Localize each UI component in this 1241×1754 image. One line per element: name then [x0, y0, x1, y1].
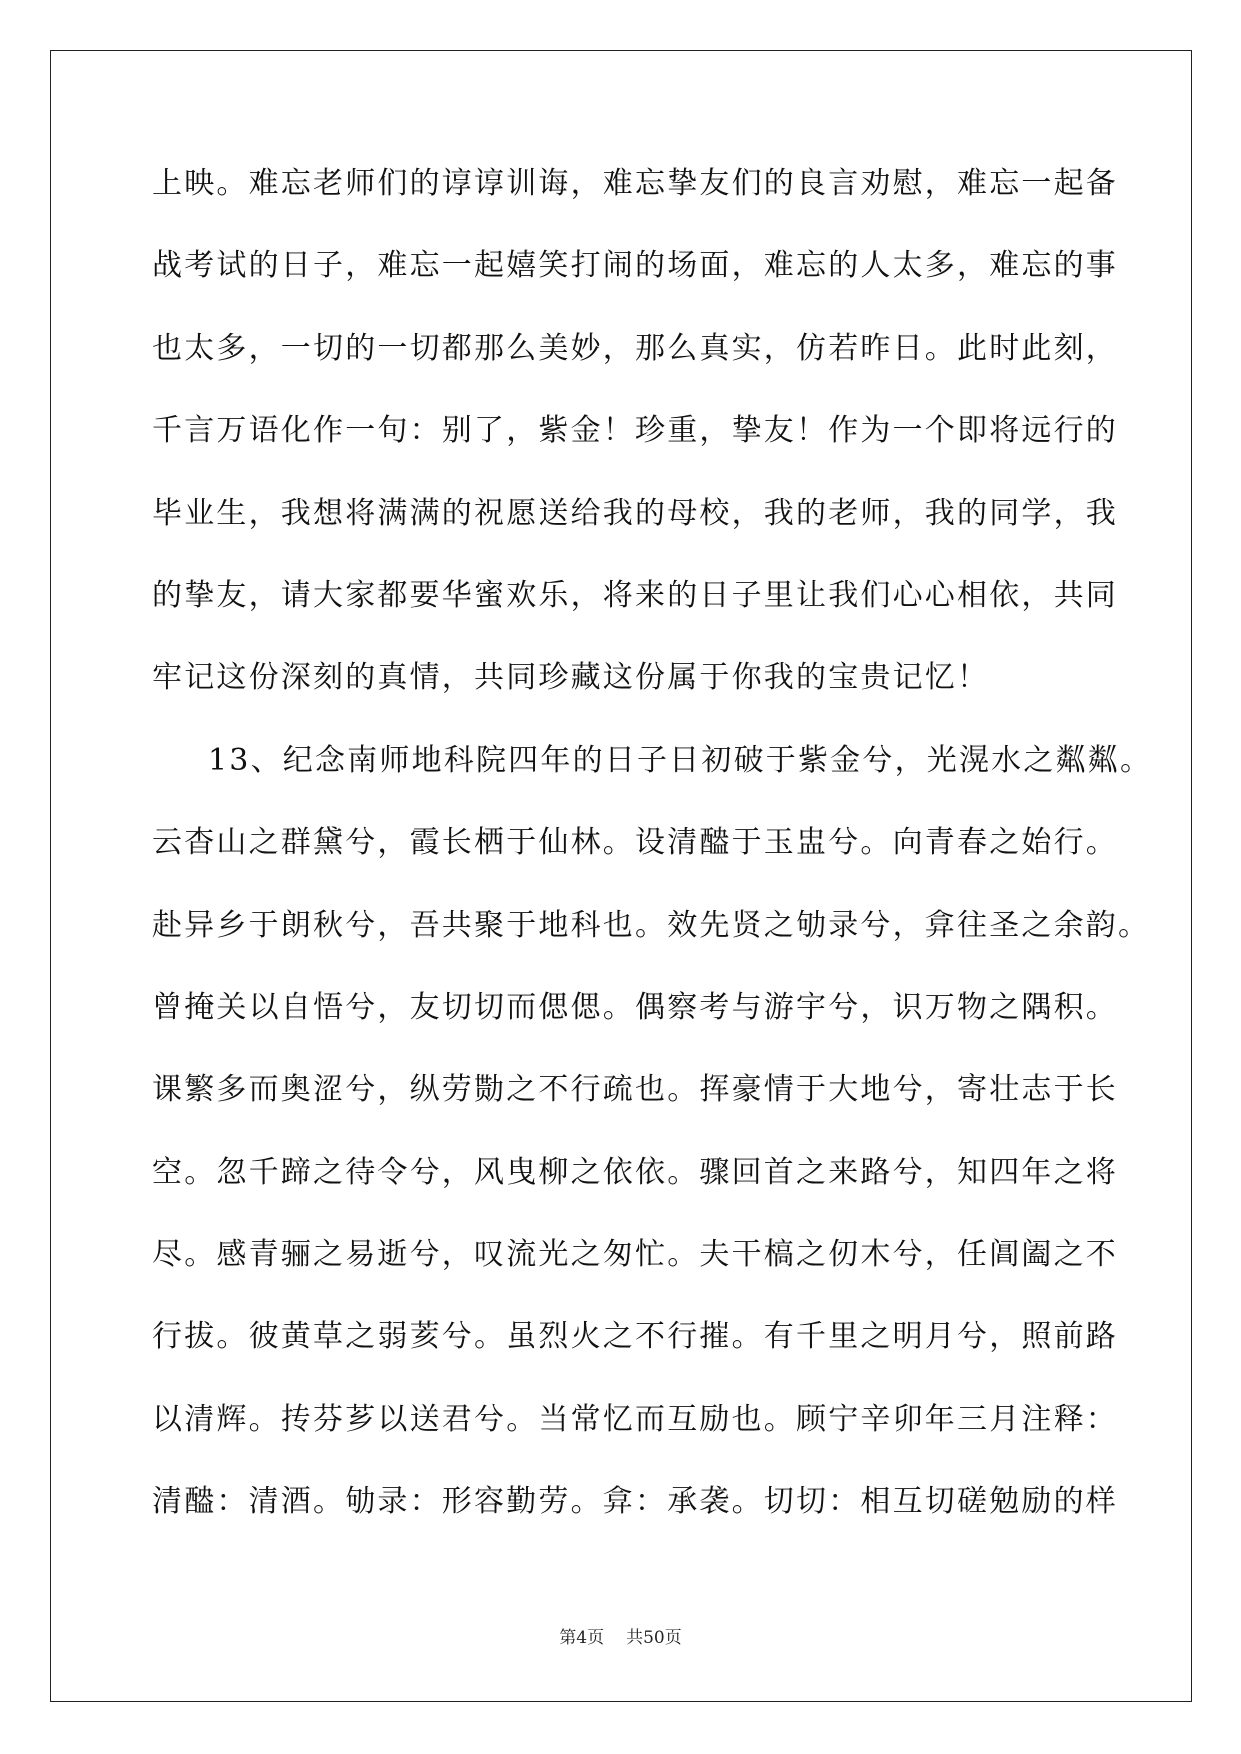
- text-line: 行拔。彼黄草之弱荄兮。虽烈火之不行摧。有千里之明月兮，照前路: [152, 1319, 1118, 1355]
- text-line: 尽。感青骊之易逝兮，叹流光之匆忙。夫干槁之仞木兮，任阊阖之不: [152, 1237, 1118, 1273]
- page-footer: [0, 1623, 1241, 1648]
- text-line: 的挚友，请大家都要华蜜欢乐，将来的日子里让我们心心相依，共同: [152, 577, 1118, 613]
- text-line: 也太多，一切的一切都那么美妙，那么真实，仿若昨日。此时此刻，: [152, 330, 1118, 366]
- text-line: 赴异乡于朗秋兮，吾共聚于地科也。效先贤之劬录兮，弇往圣之余韵。: [152, 907, 1151, 943]
- text-line: 上映。难忘老师们的谆谆训诲，难忘挚友们的良言劝慰，难忘一起备: [152, 166, 1118, 201]
- document-body: [152, 164, 1153, 1565]
- page-number: 第4页: [559, 1628, 605, 1648]
- paragraph-start-line: 13、纪念南师地科院四年的日子日初破于紫金兮，光滉水之粼粼。: [208, 742, 1153, 778]
- text-line: 千言万语化作一句：别了，紫金！珍重，挚友！作为一个即将远行的: [152, 413, 1118, 449]
- text-line: 曾掩关以自悟兮，友切切而偲偲。偶察考与游宇兮，识万物之隅积。: [152, 989, 1118, 1025]
- text-line: 战考试的日子，难忘一起嬉笑打闹的场面，难忘的人太多，难忘的事: [152, 248, 1118, 284]
- page-total: 共50页: [626, 1628, 682, 1648]
- text-line: 云杳山之群黛兮，霞长栖于仙林。设清醠于玉盅兮。向青春之始行。: [152, 825, 1118, 861]
- text-line: 毕业生，我想将满满的祝愿送给我的母校，我的老师，我的同学，我: [152, 495, 1118, 531]
- text-line: 课繁多而奥涩兮，纵劳勚之不行疏也。挥豪情于大地兮，寄壮志于长: [152, 1072, 1118, 1108]
- text-line: 空。忽千蹄之待令兮，风曳柳之依依。骤回首之来路兮，知四年之将: [152, 1154, 1118, 1190]
- text-line: 牢记这份深刻的真情，共同珍藏这份属于你我的宝贵记忆！: [152, 660, 990, 696]
- text-line: 清醠：清酒。劬录：形容勤劳。弇：承袭。切切：相互切磋勉励的样: [152, 1484, 1118, 1520]
- text-line: 以清辉。抟芬芗以送君兮。当常忆而互励也。顾宁辛卯年三月注释：: [152, 1401, 1118, 1437]
